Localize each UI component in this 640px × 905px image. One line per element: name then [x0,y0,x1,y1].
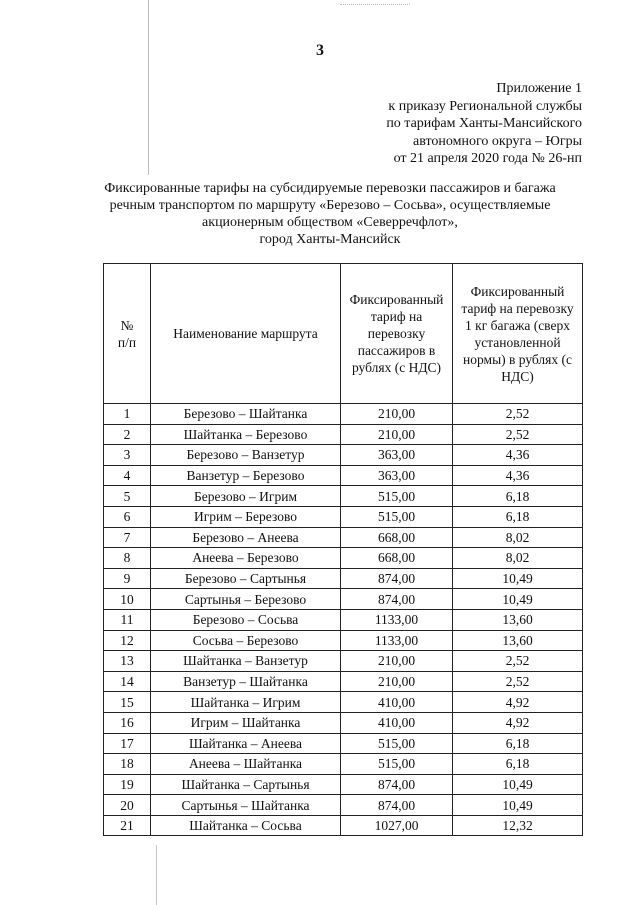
document-title [80,180,580,248]
cell-baggage-tariff: 12,32 [453,815,583,836]
table-row [104,815,583,836]
cell-passenger-tariff: 363,00 [341,465,453,486]
table-row [104,692,583,713]
table-row [104,424,583,445]
cell-route: Анеева – Березово [151,548,341,569]
cell-num: 8 [104,548,151,569]
cell-num: 12 [104,630,151,651]
cell-route: Шайтанка – Ванзетур [151,651,341,672]
cell-passenger-tariff: 1027,00 [341,815,453,836]
table-body [104,404,583,836]
header-route: Наименование маршрута [151,264,341,404]
table-row [104,630,583,651]
appendix-line: по тарифам Ханты-Мансийского [386,116,582,131]
cell-baggage-tariff: 13,60 [453,630,583,651]
cell-num: 13 [104,651,151,672]
cell-route: Ванзетур – Березово [151,465,341,486]
cell-baggage-tariff: 10,49 [453,795,583,816]
cell-passenger-tariff: 874,00 [341,568,453,589]
cell-baggage-tariff: 2,52 [453,671,583,692]
cell-num: 7 [104,527,151,548]
cell-passenger-tariff: 410,00 [341,712,453,733]
table-row [104,609,583,630]
cell-route: Ванзетур – Шайтанка [151,671,341,692]
table-row [104,754,583,775]
cell-num: 20 [104,795,151,816]
cell-baggage-tariff: 2,52 [453,424,583,445]
cell-passenger-tariff: 515,00 [341,486,453,507]
table-row [104,712,583,733]
cell-route: Березово – Шайтанка [151,404,341,425]
header-baggage-tariff: Фиксированный тариф на перевозку 1 кг багажа (сверх установленной нормы) в рублях (с НДС) [453,264,583,404]
cell-num: 5 [104,486,151,507]
cell-baggage-tariff: 4,36 [453,465,583,486]
cell-num: 11 [104,609,151,630]
cell-route: Березово – Сосьва [151,609,341,630]
cell-num: 15 [104,692,151,713]
appendix-line: от 21 апреля 2020 года № 26-нп [393,151,582,166]
cell-baggage-tariff: 10,49 [453,568,583,589]
cell-route: Сосьва – Березово [151,630,341,651]
cell-passenger-tariff: 874,00 [341,774,453,795]
cell-baggage-tariff: 10,49 [453,774,583,795]
cell-passenger-tariff: 210,00 [341,424,453,445]
cell-passenger-tariff: 668,00 [341,548,453,569]
table-row [104,404,583,425]
table-row [104,795,583,816]
cell-passenger-tariff: 515,00 [341,754,453,775]
cell-route: Шайтанка – Сартынья [151,774,341,795]
appendix-line: к приказу Региональной службы [388,98,582,114]
cell-baggage-tariff: 6,18 [453,506,583,527]
title-line: город Ханты-Мансийск [259,232,401,247]
cell-route: Шайтанка – Сосьва [151,815,341,836]
cell-passenger-tariff: 210,00 [341,651,453,672]
table-row [104,671,583,692]
cell-passenger-tariff: 210,00 [341,404,453,425]
cell-passenger-tariff: 874,00 [341,589,453,610]
cell-baggage-tariff: 4,92 [453,712,583,733]
table-row [104,651,583,672]
table-row [104,486,583,507]
cell-passenger-tariff: 363,00 [341,445,453,466]
appendix-note [252,80,582,168]
cell-num: 19 [104,774,151,795]
table-row [104,527,583,548]
scan-artifact-line-bottom [156,845,157,905]
cell-passenger-tariff: 874,00 [341,795,453,816]
cell-route: Сартынья – Березово [151,589,341,610]
table-row [104,445,583,466]
cell-baggage-tariff: 6,18 [453,486,583,507]
table-row [104,506,583,527]
cell-route: Березово – Сартынья [151,568,341,589]
cell-passenger-tariff: 210,00 [341,671,453,692]
cell-passenger-tariff: 668,00 [341,527,453,548]
cell-baggage-tariff: 4,92 [453,692,583,713]
table-row [104,548,583,569]
cell-num: 18 [104,754,151,775]
cell-baggage-tariff: 8,02 [453,527,583,548]
cell-route: Сартынья – Шайтанка [151,795,341,816]
cell-baggage-tariff: 4,36 [453,445,583,466]
table-row [104,465,583,486]
cell-route: Игрим – Шайтанка [151,712,341,733]
cell-baggage-tariff: 6,18 [453,733,583,754]
scan-artifact-dots [340,4,410,7]
cell-passenger-tariff: 1133,00 [341,630,453,651]
cell-num: 16 [104,712,151,733]
cell-passenger-tariff: 515,00 [341,733,453,754]
cell-num: 17 [104,733,151,754]
table-row [104,589,583,610]
cell-baggage-tariff: 13,60 [453,609,583,630]
cell-route: Шайтанка – Березово [151,424,341,445]
cell-passenger-tariff: 515,00 [341,506,453,527]
cell-num: 6 [104,506,151,527]
table-row [104,568,583,589]
table-row [104,774,583,795]
header-num: № п/п [104,264,151,404]
tariffs-table [103,263,583,836]
cell-num: 3 [104,445,151,466]
cell-num: 10 [104,589,151,610]
scan-artifact-line [148,0,149,175]
table-row [104,733,583,754]
cell-route: Шайтанка – Анеева [151,733,341,754]
cell-num: 9 [104,568,151,589]
header-passenger-tariff: Фиксированный тариф на перевозку пассажиров в рублях (с НДС) [341,264,453,404]
cell-num: 14 [104,671,151,692]
cell-baggage-tariff: 6,18 [453,754,583,775]
cell-route: Анеева – Шайтанка [151,754,341,775]
cell-num: 21 [104,815,151,836]
appendix-line: автономного округа – Югры [413,133,582,149]
cell-baggage-tariff: 8,02 [453,548,583,569]
cell-route: Игрим – Березово [151,506,341,527]
cell-baggage-tariff: 10,49 [453,589,583,610]
title-line: акционерным обществом «Северречфлот», [202,215,458,230]
cell-route: Березово – Игрим [151,486,341,507]
appendix-line: Приложение 1 [496,81,582,96]
cell-route: Шайтанка – Игрим [151,692,341,713]
cell-baggage-tariff: 2,52 [453,404,583,425]
title-line: речным транспортом по маршруту «Березово – Сосьва», осуществляемые [109,198,551,213]
cell-num: 4 [104,465,151,486]
cell-num: 2 [104,424,151,445]
table-header-row [104,264,583,404]
cell-passenger-tariff: 410,00 [341,692,453,713]
cell-route: Березово – Анеева [151,527,341,548]
page-number: 3 [316,42,324,59]
cell-baggage-tariff: 2,52 [453,651,583,672]
cell-passenger-tariff: 1133,00 [341,609,453,630]
cell-num: 1 [104,404,151,425]
cell-route: Березово – Ванзетур [151,445,341,466]
title-line: Фиксированные тарифы на субсидируемые перевозки пассажиров и багажа [104,181,556,196]
